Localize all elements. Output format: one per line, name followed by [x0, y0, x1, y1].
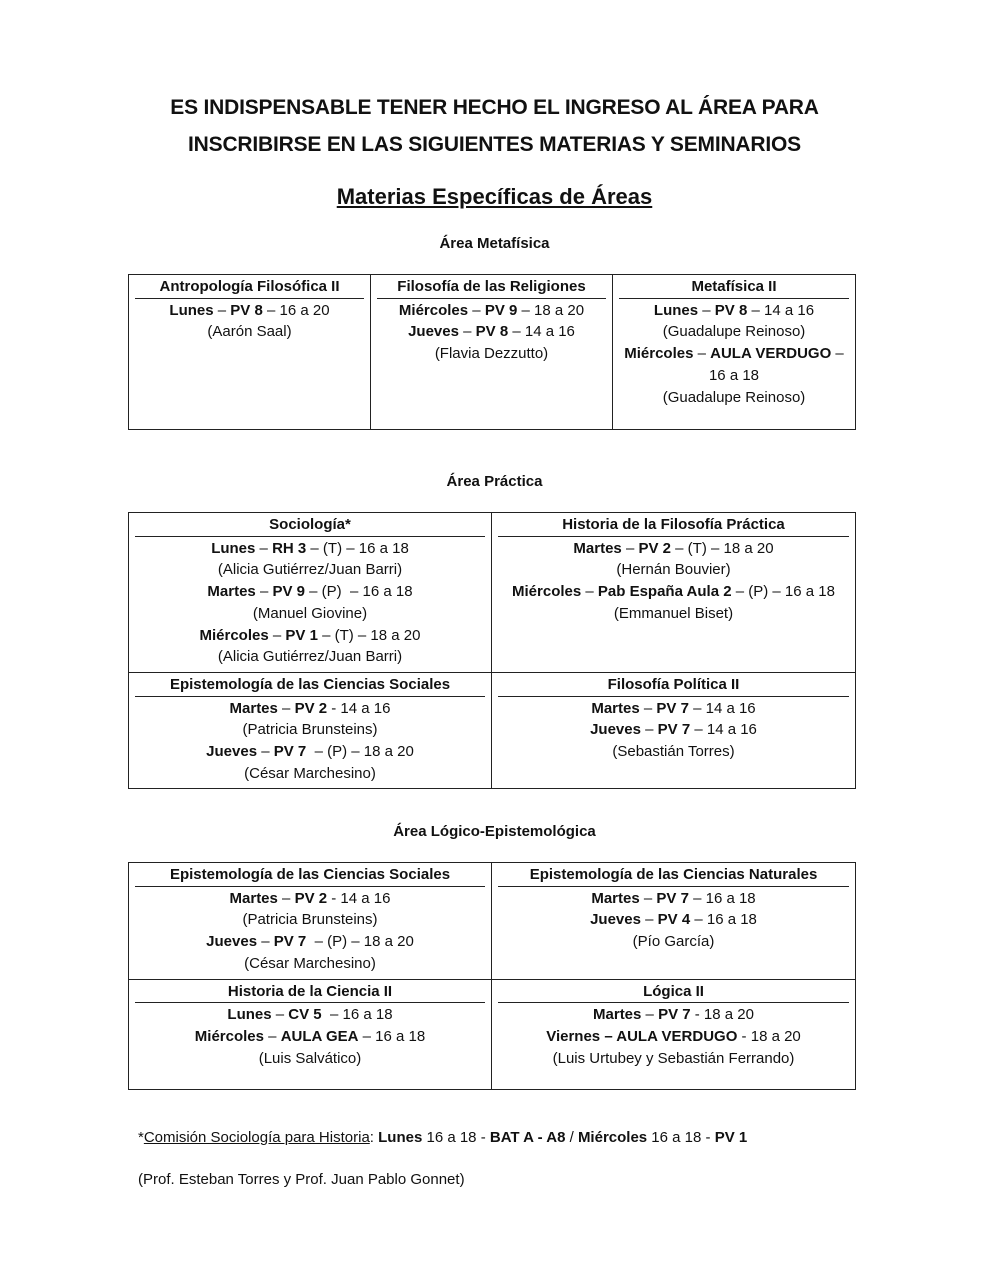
table-row: [129, 672, 856, 789]
footnote-commission: [138, 1128, 747, 1148]
schedule-bold-text: PV 9: [484, 301, 518, 319]
footnote-commission-label: Comisión Sociología para Historia: [143, 1129, 370, 1146]
schedule-line: [498, 538, 849, 560]
table-practica: [128, 512, 856, 789]
schedule-text: (Aarón Saal): [207, 323, 292, 341]
schedule-text: (Alicia Gutiérrez/Juan Barri): [217, 561, 403, 579]
schedule-text: –: [639, 889, 657, 907]
schedule-line: [135, 698, 485, 720]
schedule-text: (Luis Salvático): [258, 1049, 362, 1067]
schedule-text: –: [277, 889, 295, 907]
schedule-text: - 14 a 16: [327, 889, 391, 907]
schedule-bold-text: Miércoles: [624, 345, 694, 363]
schedule-bold-text: PV 8: [230, 301, 263, 319]
heading-line-1: ES INDISPENSABLE TENER HECHO EL INGRESO AL ÁREA PARA: [170, 96, 819, 119]
area-title-practica: Área Práctica: [446, 473, 543, 490]
table-metafisica: [128, 274, 856, 430]
schedule-line: [619, 365, 849, 387]
footnote-time-1: 16 a 18 -: [422, 1129, 490, 1146]
schedule-bold-text: Lunes: [653, 301, 699, 319]
subject-title: Epistemología de las Ciencias Sociales: [135, 674, 485, 697]
schedule-bold-text: Martes: [229, 889, 278, 907]
subject-cell: [129, 979, 492, 1089]
schedule-line: [619, 343, 849, 365]
subject-title: Sociología*: [135, 514, 485, 537]
schedule-bold-text: Jueves: [590, 911, 641, 929]
schedule-text: – 14 a 16: [508, 323, 575, 341]
footnote-time-2: 16 a 18 -: [647, 1129, 715, 1146]
footnote-day-1: Lunes: [378, 1129, 423, 1146]
schedule-bold-text: PV 7: [273, 743, 307, 761]
subject-cell: [613, 275, 856, 430]
schedule-line: [619, 300, 849, 322]
schedule-bold-text: Lunes: [169, 301, 214, 319]
schedule-text: – 14 a 16: [690, 721, 757, 739]
subject-title: Epistemología de las Ciencias Naturales: [498, 864, 849, 887]
schedule-text: – 18 a 20: [517, 301, 585, 319]
area-title-metafisica: Área Metafísica: [439, 235, 550, 252]
schedule-text: (Patricia Brunsteins): [242, 911, 378, 929]
footnote-room-1: BAT A - A8: [489, 1129, 566, 1146]
schedule-line: [135, 603, 485, 625]
schedule-text: – 16 a 18: [321, 1006, 393, 1024]
subject-cell: [371, 275, 613, 430]
schedule-line: [377, 343, 606, 365]
schedule-text: (Luis Urtubey y Sebastián Ferrando): [552, 1049, 795, 1067]
schedule-line: [135, 741, 485, 763]
schedule-bold-text: PV 9: [272, 583, 305, 601]
schedule-bold-text: Viernes – AULA VERDUGO: [546, 1027, 738, 1045]
schedule-bold-text: Martes: [229, 699, 278, 717]
schedule-line: [498, 719, 849, 741]
schedule-line: [135, 321, 364, 343]
schedule-line: [377, 321, 606, 343]
schedule-line: [135, 888, 485, 910]
schedule-line: [619, 321, 849, 343]
subject-title: Antropología Filosófica II: [135, 276, 364, 299]
schedule-line: [135, 1026, 485, 1048]
subject-title: Historia de la Ciencia II: [135, 981, 485, 1004]
schedule-text: –: [641, 1006, 659, 1024]
schedule-text: –: [268, 626, 286, 644]
schedule-line: [135, 763, 485, 785]
subject-title: Lógica II: [498, 981, 849, 1004]
subject-cell: [129, 672, 492, 789]
schedule-text: (Alicia Gutiérrez/Juan Barri): [217, 648, 403, 666]
schedule-text: - 18 a 20: [690, 1006, 754, 1024]
schedule-line: [498, 741, 849, 763]
schedule-text: –: [257, 933, 274, 951]
schedule-text: – (T) – 18 a 20: [317, 626, 421, 644]
schedule-text: (Pío García): [632, 933, 715, 951]
schedule-bold-text: PV 7: [656, 889, 689, 907]
subject-title: Historia de la Filosofía Práctica: [498, 514, 849, 537]
schedule-bold-text: PV 7: [656, 699, 689, 717]
schedule-line: [498, 931, 849, 953]
schedule-text: (César Marchesino): [244, 954, 376, 972]
schedule-text: – 14 a 16: [747, 301, 815, 319]
table-row: [129, 513, 856, 673]
schedule-bold-text: Jueves: [590, 721, 641, 739]
schedule-line: [135, 581, 485, 603]
schedule-bold-text: RH 3: [272, 539, 307, 557]
schedule-line: [498, 1026, 849, 1048]
schedule-line: [135, 625, 485, 647]
heading-line-2: INSCRIBIRSE EN LAS SIGUIENTES MATERIAS Y SEMINARIOS: [188, 133, 801, 156]
schedule-bold-text: Jueves: [408, 323, 459, 341]
subject-cell: [492, 672, 856, 789]
schedule-bold-text: PV 7: [273, 933, 307, 951]
subject-title: Filosofía de las Religiones: [377, 276, 606, 299]
schedule-line: [498, 1048, 849, 1070]
schedule-text: –: [458, 323, 476, 341]
schedule-line: [135, 1048, 485, 1070]
schedule-text: – (T) – 16 a 18: [306, 539, 409, 557]
schedule-text: –: [621, 539, 639, 557]
subject-cell: [492, 979, 856, 1089]
schedule-text: (Sebastián Torres): [612, 743, 735, 761]
schedule-line: [498, 698, 849, 720]
schedule-text: (Manuel Giovine): [252, 604, 368, 622]
schedule-text: –: [255, 539, 273, 557]
subject-cell: [492, 863, 856, 980]
schedule-bold-text: PV 7: [657, 721, 691, 739]
schedule-text: – 16 a 18: [690, 911, 757, 929]
table-logico-epistemologica: [128, 862, 856, 1090]
subject-cell: [129, 513, 492, 673]
schedule-text: –: [581, 583, 598, 601]
page-subtitle: Materias Específicas de Áreas: [336, 184, 653, 209]
subject-title: Filosofía Política II: [498, 674, 849, 697]
schedule-bold-text: PV 4: [657, 911, 691, 929]
schedule-text: (Flavia Dezzutto): [434, 345, 549, 363]
schedule-bold-text: Pab España Aula 2: [597, 583, 732, 601]
schedule-text: –: [271, 1006, 289, 1024]
schedule-line: [135, 646, 485, 668]
footnote-professors: (Prof. Esteban Torres y Prof. Juan Pablo Gonnet): [138, 1171, 465, 1188]
subject-title: Epistemología de las Ciencias Sociales: [135, 864, 485, 887]
schedule-bold-text: PV 1: [285, 626, 318, 644]
schedule-line: [498, 888, 849, 910]
schedule-text: –: [640, 721, 658, 739]
schedule-line: [135, 931, 485, 953]
schedule-text: – (P) – 18 a 20: [306, 743, 414, 761]
schedule-text: – (P) – 18 a 20: [306, 933, 414, 951]
schedule-bold-text: PV 7: [658, 1006, 691, 1024]
schedule-bold-text: Jueves: [206, 933, 258, 951]
schedule-text: –: [831, 345, 844, 363]
schedule-bold-text: Martes: [591, 699, 640, 717]
schedule-line: [498, 909, 849, 931]
schedule-text: (Guadalupe Reinoso): [662, 323, 806, 341]
schedule-text: –: [468, 301, 485, 319]
schedule-text: – (T) – 18 a 20: [671, 539, 774, 557]
schedule-text: – (P) – 16 a 18: [305, 583, 413, 601]
footnote-day-2: Miércoles: [577, 1129, 648, 1146]
schedule-text: - 14 a 16: [327, 699, 391, 717]
schedule-bold-text: Miércoles: [199, 626, 269, 644]
schedule-bold-text: AULA VERDUGO: [710, 345, 832, 363]
schedule-line: [135, 559, 485, 581]
schedule-text: –: [213, 301, 231, 319]
schedule-line: [135, 1004, 485, 1026]
schedule-line: [619, 387, 849, 409]
schedule-bold-text: CV 5: [288, 1006, 322, 1024]
schedule-bold-text: PV 2: [638, 539, 671, 557]
schedule-text: (Patricia Brunsteins): [242, 721, 378, 739]
subject-cell: [129, 863, 492, 980]
schedule-bold-text: Martes: [207, 583, 256, 601]
schedule-bold-text: PV 8: [475, 323, 509, 341]
schedule-bold-text: Jueves: [206, 743, 258, 761]
schedule-text: –: [639, 699, 657, 717]
schedule-line: [135, 953, 485, 975]
schedule-line: [135, 538, 485, 560]
table-row: [129, 979, 856, 1089]
schedule-line: [498, 559, 849, 581]
schedule-text: –: [698, 301, 715, 319]
schedule-bold-text: Martes: [591, 889, 640, 907]
schedule-line: [135, 719, 485, 741]
schedule-bold-text: Martes: [593, 1006, 642, 1024]
schedule-bold-text: Martes: [573, 539, 622, 557]
schedule-text: –: [264, 1027, 281, 1045]
schedule-text: – 14 a 16: [688, 699, 756, 717]
schedule-line: [498, 1004, 849, 1026]
schedule-bold-text: Miércoles: [512, 583, 582, 601]
footnote-colon: :: [369, 1129, 379, 1146]
schedule-bold-text: Miércoles: [398, 301, 469, 319]
schedule-text: – 16 a 20: [262, 301, 330, 319]
subject-cell: [129, 275, 371, 430]
schedule-text: –: [640, 911, 658, 929]
schedule-text: –: [693, 345, 711, 363]
schedule-line: [377, 300, 606, 322]
schedule-bold-text: PV 2: [294, 889, 328, 907]
table-row: [129, 863, 856, 980]
schedule-text: – 16 a 18: [358, 1027, 426, 1045]
area-title-logico-epistemologica: Área Lógico-Epistemológica: [393, 823, 596, 840]
schedule-text: - 18 a 20: [737, 1027, 801, 1045]
schedule-text: (Guadalupe Reinoso): [662, 388, 806, 406]
schedule-bold-text: Lunes: [227, 1006, 272, 1024]
table-row: [129, 275, 856, 430]
schedule-line: [498, 603, 849, 625]
schedule-text: –: [277, 699, 295, 717]
schedule-text: (César Marchesino): [244, 764, 376, 782]
schedule-text: – 16 a 18: [688, 889, 756, 907]
schedule-line: [135, 909, 485, 931]
schedule-line: [498, 581, 849, 603]
schedule-text: –: [257, 743, 274, 761]
schedule-text: –: [255, 583, 273, 601]
schedule-bold-text: AULA GEA: [280, 1027, 359, 1045]
schedule-text: 16 a 18: [708, 366, 760, 384]
footnote-separator: /: [565, 1129, 578, 1146]
footnote-room-2: PV 1: [714, 1129, 748, 1146]
schedule-line: [135, 300, 364, 322]
schedule-text: (Hernán Bouvier): [616, 561, 731, 579]
schedule-text: – (P) – 16 a 18: [731, 583, 835, 601]
footnote-asterisk: *: [138, 1129, 144, 1146]
schedule-bold-text: PV 8: [714, 301, 748, 319]
schedule-bold-text: Lunes: [211, 539, 256, 557]
schedule-bold-text: Miércoles: [194, 1027, 264, 1045]
schedule-bold-text: PV 2: [294, 699, 328, 717]
subject-cell: [492, 513, 856, 673]
subject-title: Metafísica II: [619, 276, 849, 299]
schedule-text: (Emmanuel Biset): [613, 604, 734, 622]
